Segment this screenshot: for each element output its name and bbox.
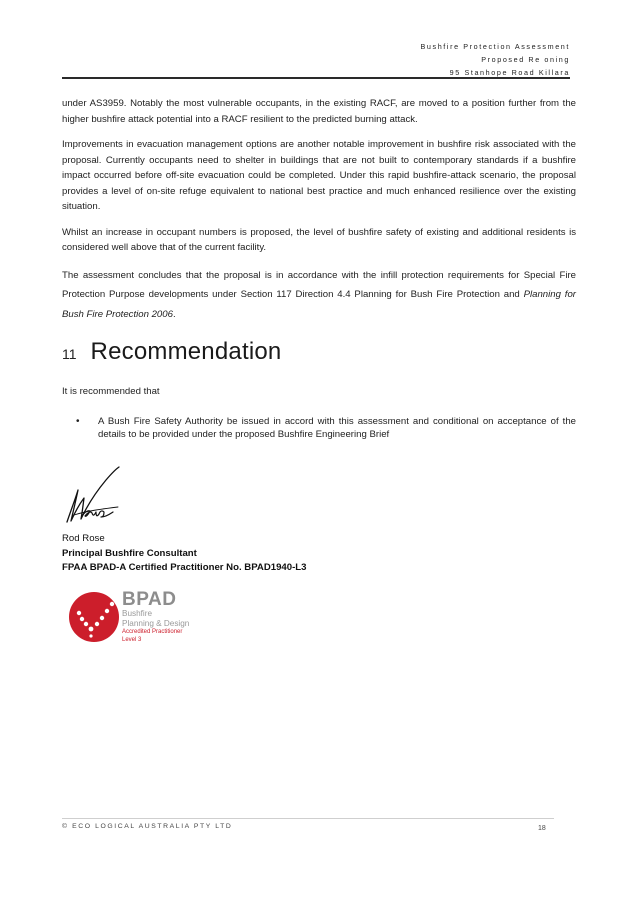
- paragraph-4-italic: Planning for Bush Fire Protection 2006: [62, 289, 576, 320]
- paragraph-1: under AS3959. Notably the most vulnerable occupants, in the existing RACF, are moved to a position further from the higher bushfire attack potential into a RACF resilient to the predicted burning attack.: [62, 98, 576, 125]
- section-number: 11: [62, 346, 77, 362]
- bpad-line-2: Planning & Design: [122, 618, 190, 628]
- bpad-logo-text: [122, 590, 189, 644]
- bpad-line-1: Bushfire: [122, 609, 153, 618]
- signatory-name: Rod Rose: [62, 533, 105, 544]
- bpad-line-3: Accredited Practitioner: [122, 629, 183, 635]
- bpad-logo: [68, 590, 189, 644]
- signatory-certification: FPAA BPAD-A Certified Practitioner No. BPAD1940-L3: [62, 562, 307, 573]
- bullet-icon: •: [76, 416, 80, 427]
- header-address: 95 Stanhope Road Killara: [449, 68, 570, 77]
- document-header: [421, 40, 570, 79]
- header-subtitle: Proposed Re oning: [481, 55, 570, 64]
- paragraph-3: Whilst an increase in occupant numbers is proposed, the level of bushfire safety of existing and additional residents is considered well above that of the current facility.: [62, 226, 576, 253]
- header-title: Bushfire Protection Assessment: [420, 42, 570, 51]
- paragraph-4-end: .: [172, 308, 176, 320]
- footer-divider: [62, 818, 554, 819]
- bpad-tick-logo-icon: [68, 591, 120, 643]
- signatory-role: Principal Bushfire Consultant: [62, 547, 197, 559]
- body-text: [62, 96, 576, 334]
- bpad-line-4: Level 3: [122, 637, 142, 643]
- signatory-block: [62, 532, 307, 576]
- paragraph-2: Improvements in evacuation management options are another notable improvement in bushfire risk associated with the proposal. Currently occupants need to shelter in buildings that are not built to contemporary standards if a bushfire impact occurred before off-site evacuation could be completed. Under this rapid bushfire-attack scenario, the proposal provides a level of on-site refuge equivalent to national best practice and much enhanced resilience over the existing situation.: [62, 139, 576, 212]
- recommendation-intro: It is recommended that: [62, 386, 160, 397]
- paragraph-4-main: The assessment concludes that the proposal is in accordance with the infill protection requirements for Special Fire Protection Purpose developments under Section 117 Direction 4.4 Planning for Bush Fire Protection and: [62, 269, 576, 300]
- list-item-text: A Bush Fire Safety Authority be issued in accord with this assessment and conditional on acceptance of the details to be provided under the proposed Bushfire Engineering Brief: [98, 416, 576, 440]
- bpad-brand: BPAD: [122, 589, 177, 610]
- section-heading: [62, 338, 281, 366]
- recommendation-list: [76, 415, 576, 441]
- list-item: [76, 415, 576, 441]
- header-divider: [62, 77, 570, 79]
- footer-copyright: © ECO LOGICAL AUSTRALIA PTY LTD: [62, 823, 233, 830]
- paragraph-4: [62, 266, 576, 325]
- section-title: Recommendation: [90, 338, 282, 365]
- page-number: 18: [538, 825, 546, 832]
- signature-image: [62, 466, 124, 528]
